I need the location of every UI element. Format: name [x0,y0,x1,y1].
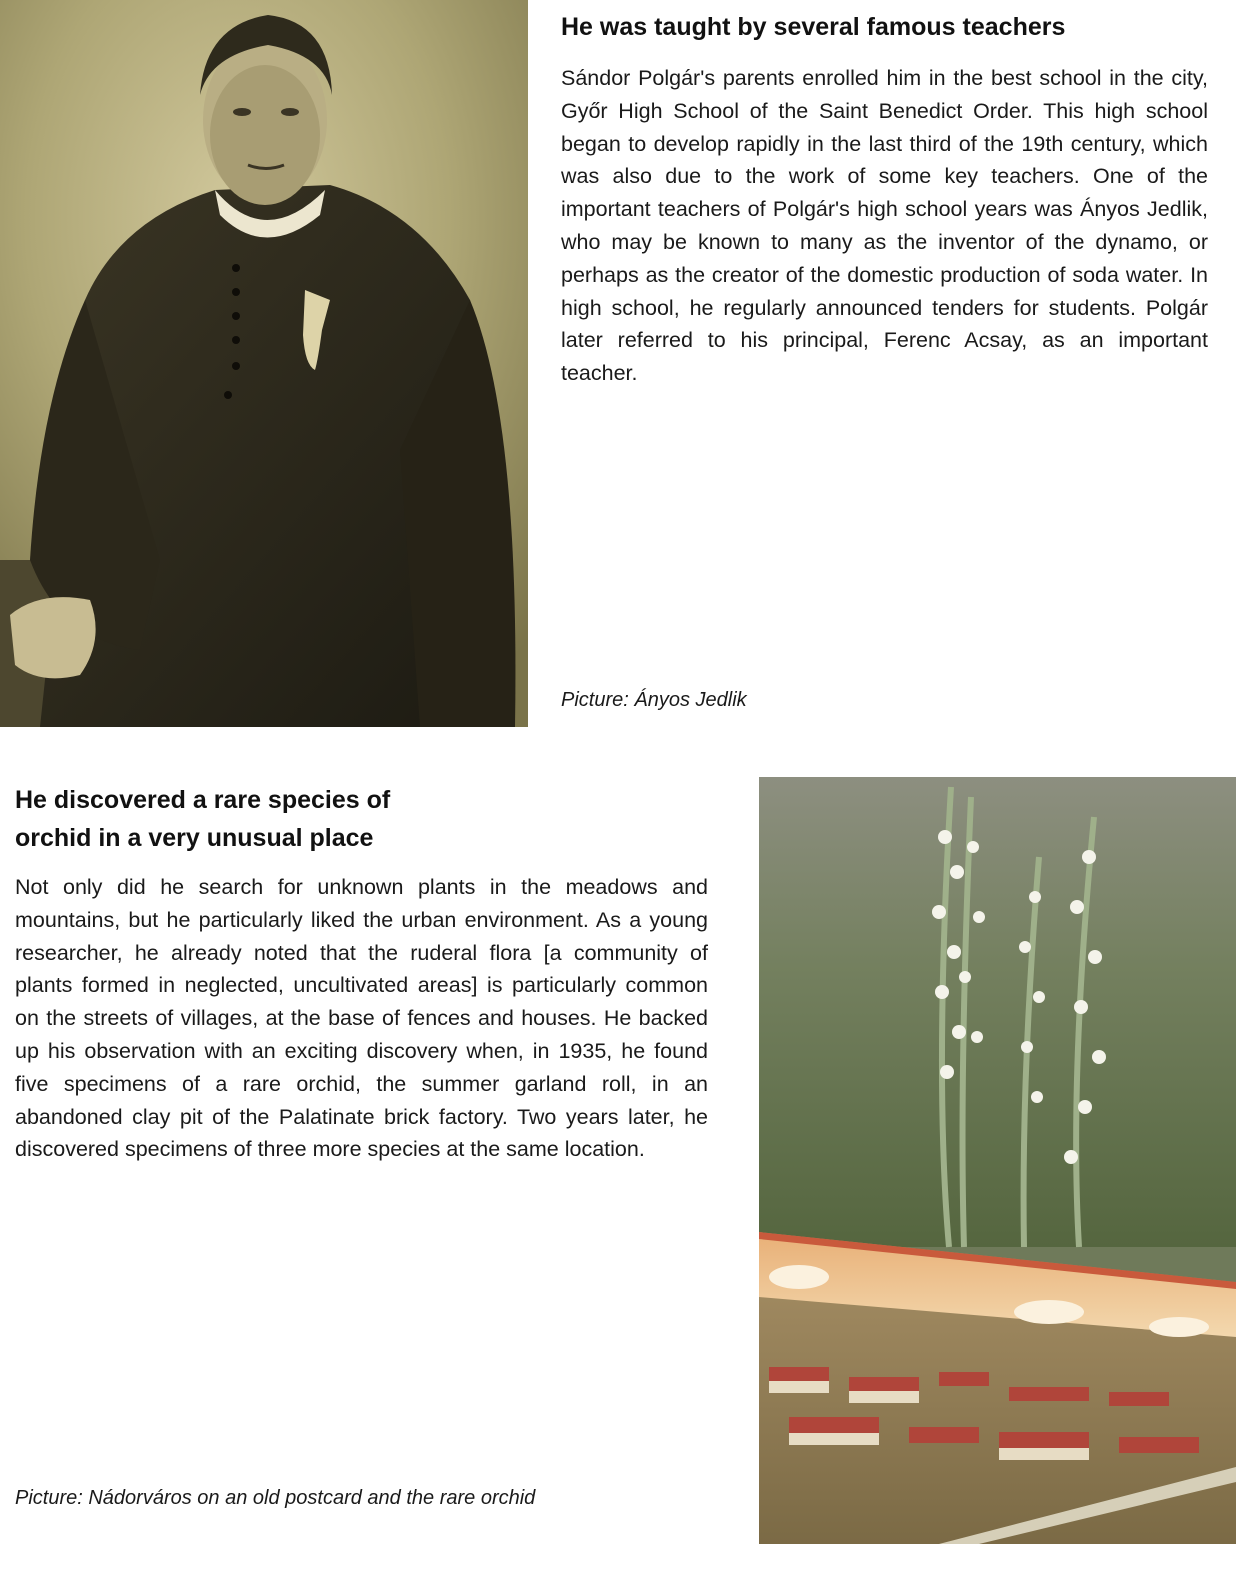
section-title-teachers: He was taught by several famous teachers [561,13,1066,41]
section-title-orchid: He discovered a rare species of orchid in a very unusual place [15,786,391,852]
orchid-postcard-illustration [759,777,1236,1544]
caption-portrait: Picture: Ányos Jedlik [561,689,747,711]
section-paragraph-teachers: Sándor Polgár's parents enrolled him in the best school in the city, Győr High School of the Saint Benedict Order. This high school began to develop rapidly in the last third of the 19th century, which was also due to the work of some key teachers. One of the important teachers of Polgár's high school years was Ányos Jedlik, who may be known to many as the inventor of the dynamo, or perhaps as the creator of the domestic production of soda water. In high school, he regularly announced tenders for students. Polgár later referred to his principal, Ferenc Acsay, as an important teacher. [561,66,1208,386]
caption-collage: Picture: Nádorváros on an old postcard and the rare orchid [15,1487,536,1509]
section-paragraph-orchid: Not only did he search for unknown plants in the meadows and mountains, but he particularly liked the urban environment. As a young researcher, he already noted that the ruderal flora [a community of plants formed in neglected, uncultivated areas] is particularly common on the streets of villages, at the base of fences and houses. He backed up his observation with an exciting discovery when, in 1935, he found five specimens of a rare orchid, the summer garland roll, in an abandoned clay pit of the Palatinate brick factory. Two years later, he discovered specimens of three more species at the same location. [15,875,708,1162]
portrait-illustration [0,0,528,727]
orchid-postcard-collage [759,777,1236,1544]
portrait-photo [0,0,528,727]
